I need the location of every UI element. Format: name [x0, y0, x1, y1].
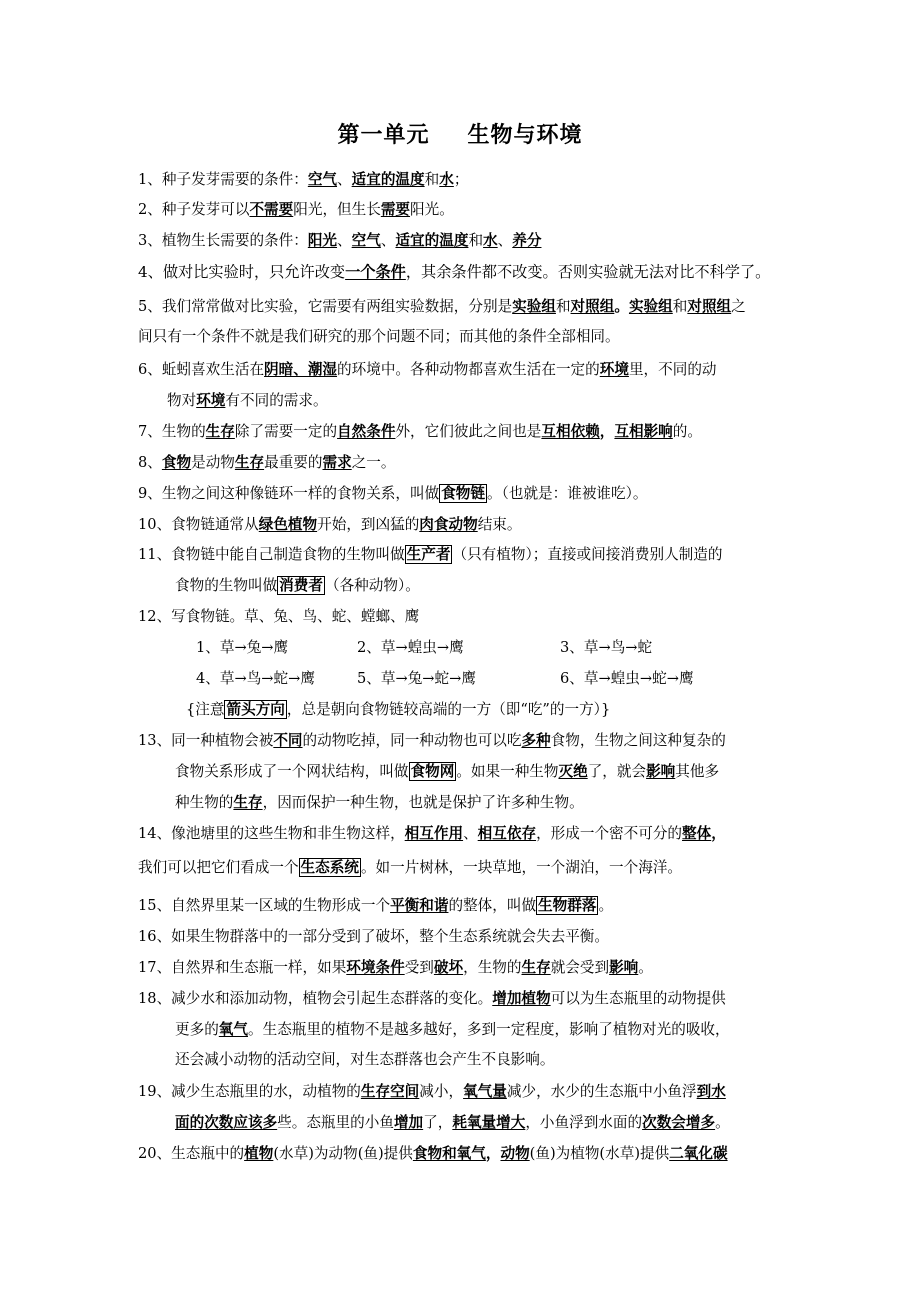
- item-13: 13、同一种植物会被不同的动物吃掉，同一种动物也可以吃多种食物，生物之间这种复杂的: [138, 732, 726, 749]
- item-19: 19、减少生态瓶里的水，动植物的生存空间减小，氧气量减少，水少的生态瓶中小鱼浮到水: [138, 1083, 726, 1100]
- page-title: [0, 118, 920, 149]
- item-11-line-2: 食物的生物叫做 消费者 （各种动物）。: [175, 577, 420, 594]
- item-16: 16、如果生物群落中的一部分受到了破坏，整个生态系统就会失去平衡。: [138, 928, 609, 945]
- unit-name: 生物与环境: [467, 122, 583, 148]
- item-18-line-2: 更多的氧气。生态瓶里的植物不是越多越好，多到一定程度，影响了植物对光的吸收，: [175, 1021, 730, 1038]
- food-chain-2: 2、草→蝗虫→鹰: [357, 639, 464, 656]
- item-12-note: {注意 箭头方向 ，总是朝向食物链较高端的一方（即“吃”的一方）}: [186, 701, 611, 718]
- unit-number: 第一单元: [337, 122, 430, 148]
- food-chain-1: 1、草→兔→鹰: [196, 639, 289, 656]
- item-2: 2、种子发芽可以不需要阳光，但生长需要阳光。: [138, 201, 454, 218]
- item-19-line-2: 面的次数应该多些。态瓶里的小鱼增加了，耗氧量增大，小鱼浮到水面的次数会增多。: [175, 1114, 730, 1131]
- item-6-line-2: 物对环境有不同的需求。: [167, 392, 328, 409]
- item-11: 11、食物链中能自己制造食物的生物叫做 生产者 （只有植物）；直接或间接消费别人制造的: [138, 546, 723, 563]
- food-chain-3: 3、草→鸟→蛇: [560, 639, 653, 656]
- item-12: 12、写食物链。草、兔、鸟、蛇、螳螂、鹰: [138, 608, 420, 625]
- item-18-line-3: 还会减小动物的活动空间，对生态群落也会产生不良影响。: [175, 1051, 555, 1068]
- item-5-line-2: 间只有一个条件不就是我们研究的那个问题不同；而其他的条件全部相同。: [138, 328, 620, 345]
- item-17: 17、自然界和生态瓶一样，如果环境条件受到破坏，生物的生存就会受到影响。: [138, 959, 653, 976]
- item-14-line-2: 我们可以把它们看成一个 生态系统 。如一片树林，一块草地，一个湖泊，一个海洋。: [138, 859, 683, 876]
- item-7: 7、生物的生存除了需要一定的自然条件外，它们彼此之间也是互相依赖，互相影响的。: [138, 423, 702, 440]
- item-6: 6、蚯蚓喜欢生活在阴暗、潮湿的环境中。各种动物都喜欢生活在一定的环境里，不同的动: [138, 361, 717, 378]
- item-8: 8、食物是动物生存最重要的需求之一。: [138, 454, 396, 471]
- item-20: 20、生态瓶中的植物(水草)为动物(鱼)提供食物和氧气，动物(鱼)为植物(水草)提供二氧化碳: [138, 1145, 728, 1162]
- item-14: 14、像池塘里的这些生物和非生物这样，相互作用、相互依存，形成一个密不可分的整体，: [138, 825, 726, 842]
- item-4: 4、做对比实验时，只允许改变一个条件，其余条件都不改变。否则实验就无法对比不科学了。: [138, 263, 771, 281]
- food-chain-5: 5、草→兔→蛇→鹰: [357, 670, 476, 687]
- item-9: 9、生物之间这种像链环一样的食物关系，叫做 食物链 。（也就是：谁被谁吃）。: [138, 485, 648, 502]
- item-3: 3、植物生长需要的条件：阳光、空气、适宜的温度和水、养分: [138, 232, 542, 249]
- item-15: 15、自然界里某一区域的生物形成一个平衡和谐的整体，叫做 生物群落 。: [138, 897, 614, 914]
- item-10: 10、食物链通常从绿色植物开始，到凶猛的肉食动物结束。: [138, 516, 522, 533]
- item-5: 5、我们常常做对比实验，它需要有两组实验数据，分别是实验组和对照组。实验组和对照组之: [138, 298, 746, 315]
- item-13-line-3: 种生物的生存，因而保护一种生物，也就是保护了许多种生物。: [175, 794, 584, 811]
- food-chain-6: 6、草→蝗虫→蛇→鹰: [560, 670, 694, 687]
- item-13-line-2: 食物关系形成了一个网状结构，叫做 食物网 。如果一种生物灭绝了，就会影响其他多: [175, 763, 720, 780]
- item-18: 18、减少水和添加动物，植物会引起生态群落的变化。增加植物可以为生态瓶里的动物提供: [138, 990, 726, 1007]
- item-1: 1、种子发芽需要的条件：空气、适宜的温度和水；: [138, 171, 469, 188]
- food-chain-4: 4、草→鸟→蛇→鹰: [196, 670, 315, 687]
